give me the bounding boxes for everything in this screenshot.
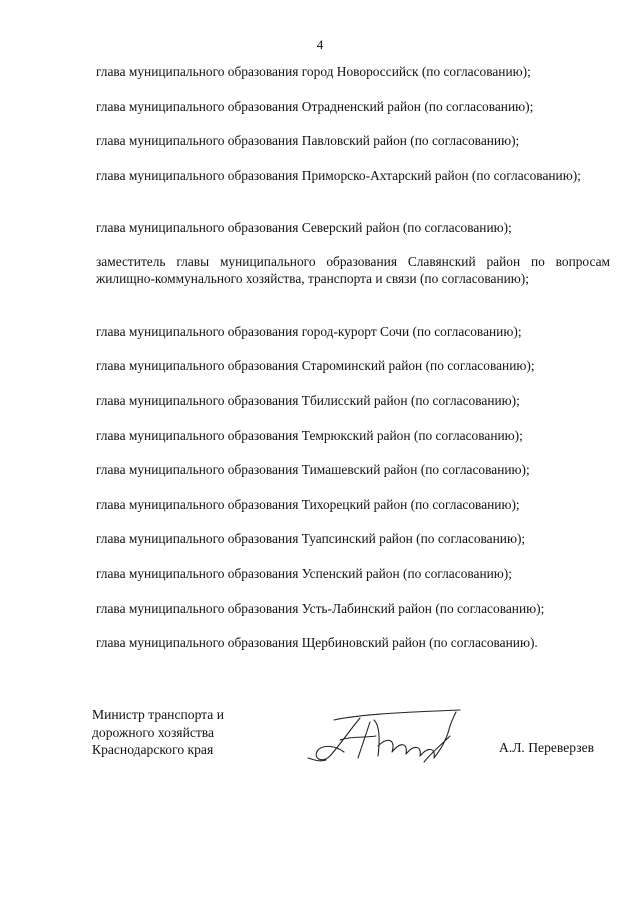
list-item: глава муниципального образования Отрадненский район (по согласованию); — [96, 99, 534, 114]
list-item: глава муниципального образования Приморско-Ахтарский район (по согласованию); — [96, 168, 581, 183]
signatory-name: А.Л. Переверзев — [499, 740, 595, 755]
list-item: глава муниципального образования Тимашевский район (по согласованию); — [96, 462, 530, 477]
list-item: глава муниципального образования Туапсинский район (по согласованию); — [96, 531, 526, 546]
list-item: глава муниципального образования Павловский район (по согласованию); — [96, 133, 520, 148]
list-item: глава муниципального образования город Новороссийск (по согласованию); — [96, 64, 531, 79]
handwritten-signature — [300, 706, 470, 770]
page-number: 4 — [316, 37, 324, 52]
list-item: глава муниципального образования Темрюкский район (по согласованию); — [96, 428, 523, 443]
list-item: глава муниципального образования город-курорт Сочи (по согласованию); — [96, 324, 522, 339]
list-item: глава муниципального образования Тихорецкий район (по согласованию); — [96, 497, 520, 512]
list-item: заместитель главы муниципального образования Славянский район по вопросам жилищно-коммунального хозяйства, транспорта и связи (по согласованию); — [96, 254, 610, 286]
list-item: глава муниципального образования Староминский район (по согласованию); — [96, 358, 535, 373]
signatory-position-line: дорожного хозяйства — [92, 724, 215, 740]
list-item: глава муниципального образования Щербиновский район (по согласованию). — [96, 635, 538, 650]
list-item: глава муниципального образования Успенский район (по согласованию); — [96, 566, 512, 581]
signatory-position-line: Краснодарского края — [92, 742, 214, 757]
list-item: глава муниципального образования Усть-Лабинский район (по согласованию); — [96, 601, 545, 616]
signatory-position-line: Министр транспорта и — [92, 707, 224, 722]
list-item: глава муниципального образования Тбилисский район (по согласованию); — [96, 393, 520, 408]
list-item: глава муниципального образования Северский район (по согласованию); — [96, 220, 512, 235]
signatory-position — [92, 706, 224, 759]
